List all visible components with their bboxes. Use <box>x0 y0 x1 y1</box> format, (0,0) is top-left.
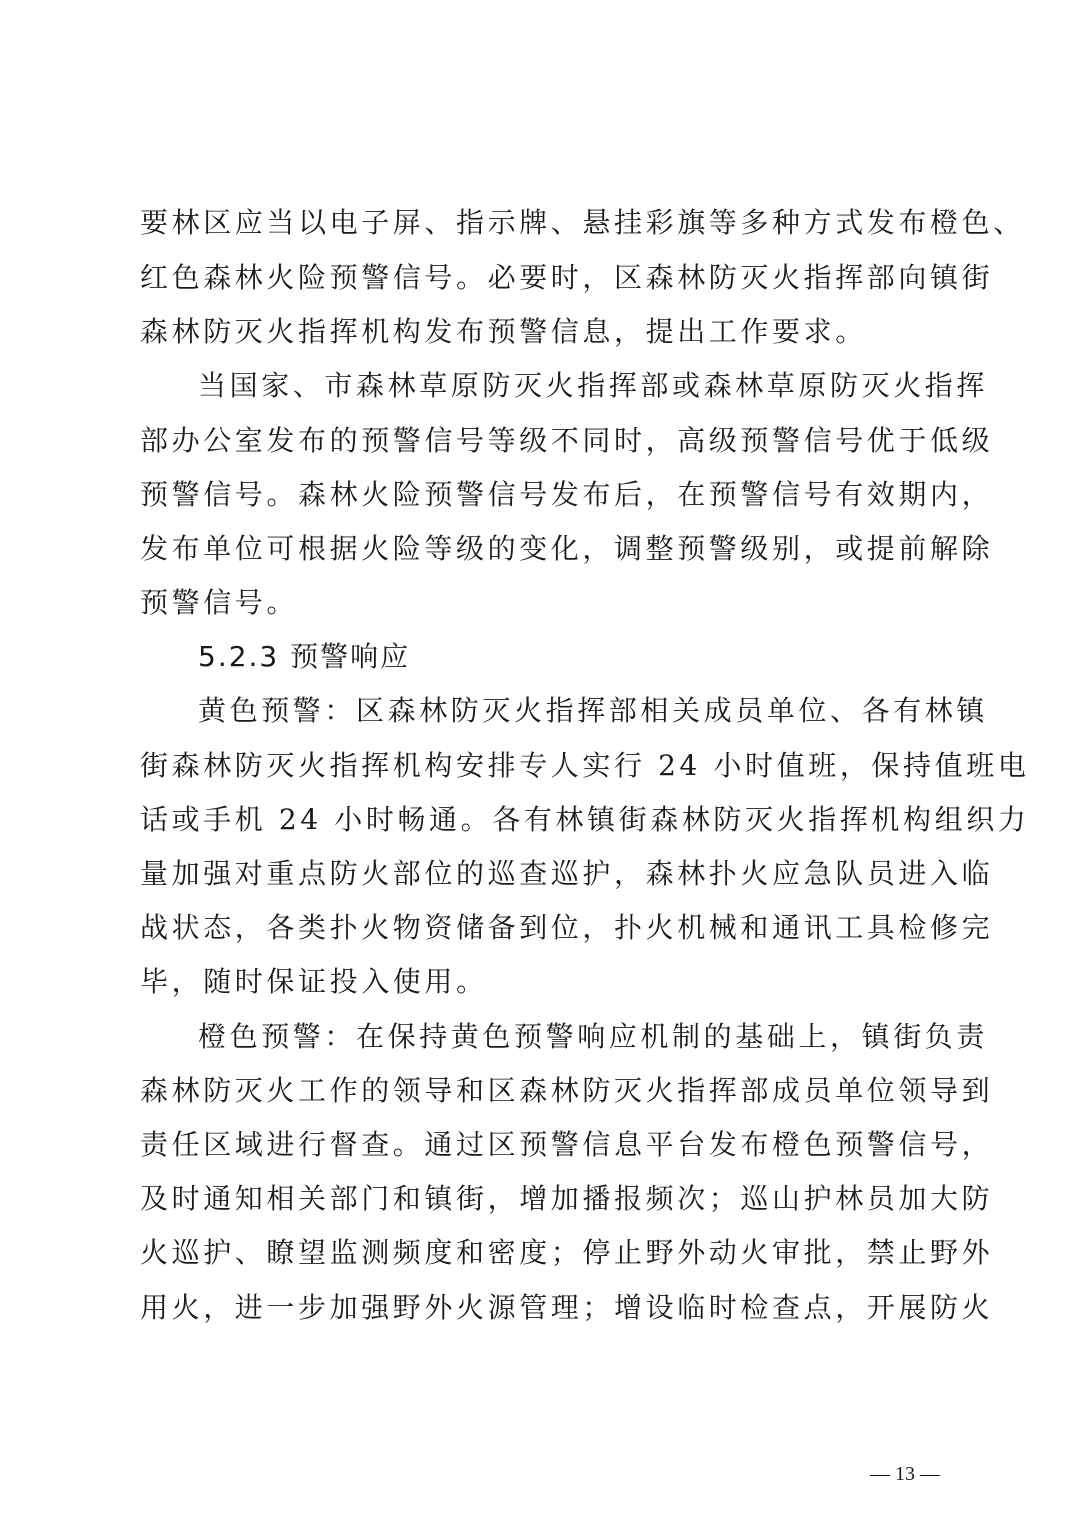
text-line: 用火，进一步加强野外火源管理；增设临时检查点，开展防火 <box>140 1291 994 1324</box>
text-line: 责任区域进行督查。通过区预警信息平台发布橙色预警信号， <box>140 1128 994 1161</box>
text-line: 街森林防灭火指挥机构安排专人实行 24 小时值班，保持值班电 <box>140 749 1030 782</box>
text-line: 要林区应当以电子屏、指示牌、悬挂彩旗等多种方式发布橙色、 <box>140 206 1025 239</box>
text-line: 火巡护、瞭望监测频度和密度；停止野外动火审批，禁止野外 <box>140 1236 994 1269</box>
text-line: 森林防灭火工作的领导和区森林防灭火指挥部成员单位领导到 <box>140 1074 994 1107</box>
text-line: 预警信号。森林火险预警信号发布后，在预警信号有效期内， <box>140 478 994 511</box>
text-line: 话或手机 24 小时畅通。各有林镇街森林防灭火指挥机构组织力 <box>140 803 1030 836</box>
section-heading: 5.2.3 预警响应 <box>198 640 411 673</box>
text-line: 毕，随时保证投入使用。 <box>140 965 488 998</box>
paragraph-start-line: 橙色预警：在保持黄色预警响应机制的基础上，镇街负责 <box>198 1020 989 1053</box>
text-line: 红色森林火险预警信号。必要时，区森林防灭火指挥部向镇街 <box>140 261 994 294</box>
text-line: 部办公室发布的预警信号等级不同时，高级预警信号优于低级 <box>140 424 994 457</box>
page-number: — 13 — <box>870 1463 940 1485</box>
text-line: 及时通知相关部门和镇街，增加播报频次；巡山护林员加大防 <box>140 1182 994 1215</box>
text-line: 发布单位可根据火险等级的变化，调整预警级别，或提前解除 <box>140 532 994 565</box>
text-line: 预警信号。 <box>140 586 299 619</box>
paragraph-start-line: 黄色预警：区森林防灭火指挥部相关成员单位、各有林镇 <box>198 694 989 727</box>
paragraph-start-line: 当国家、市森林草原防灭火指挥部或森林草原防灭火指挥 <box>198 369 989 402</box>
text-line: 战状态，各类扑火物资储备到位，扑火机械和通讯工具检修完 <box>140 911 994 944</box>
text-line: 森林防灭火指挥机构发布预警信息，提出工作要求。 <box>140 315 867 348</box>
text-line: 量加强对重点防火部位的巡查巡护，森林扑火应急队员进入临 <box>140 857 994 890</box>
